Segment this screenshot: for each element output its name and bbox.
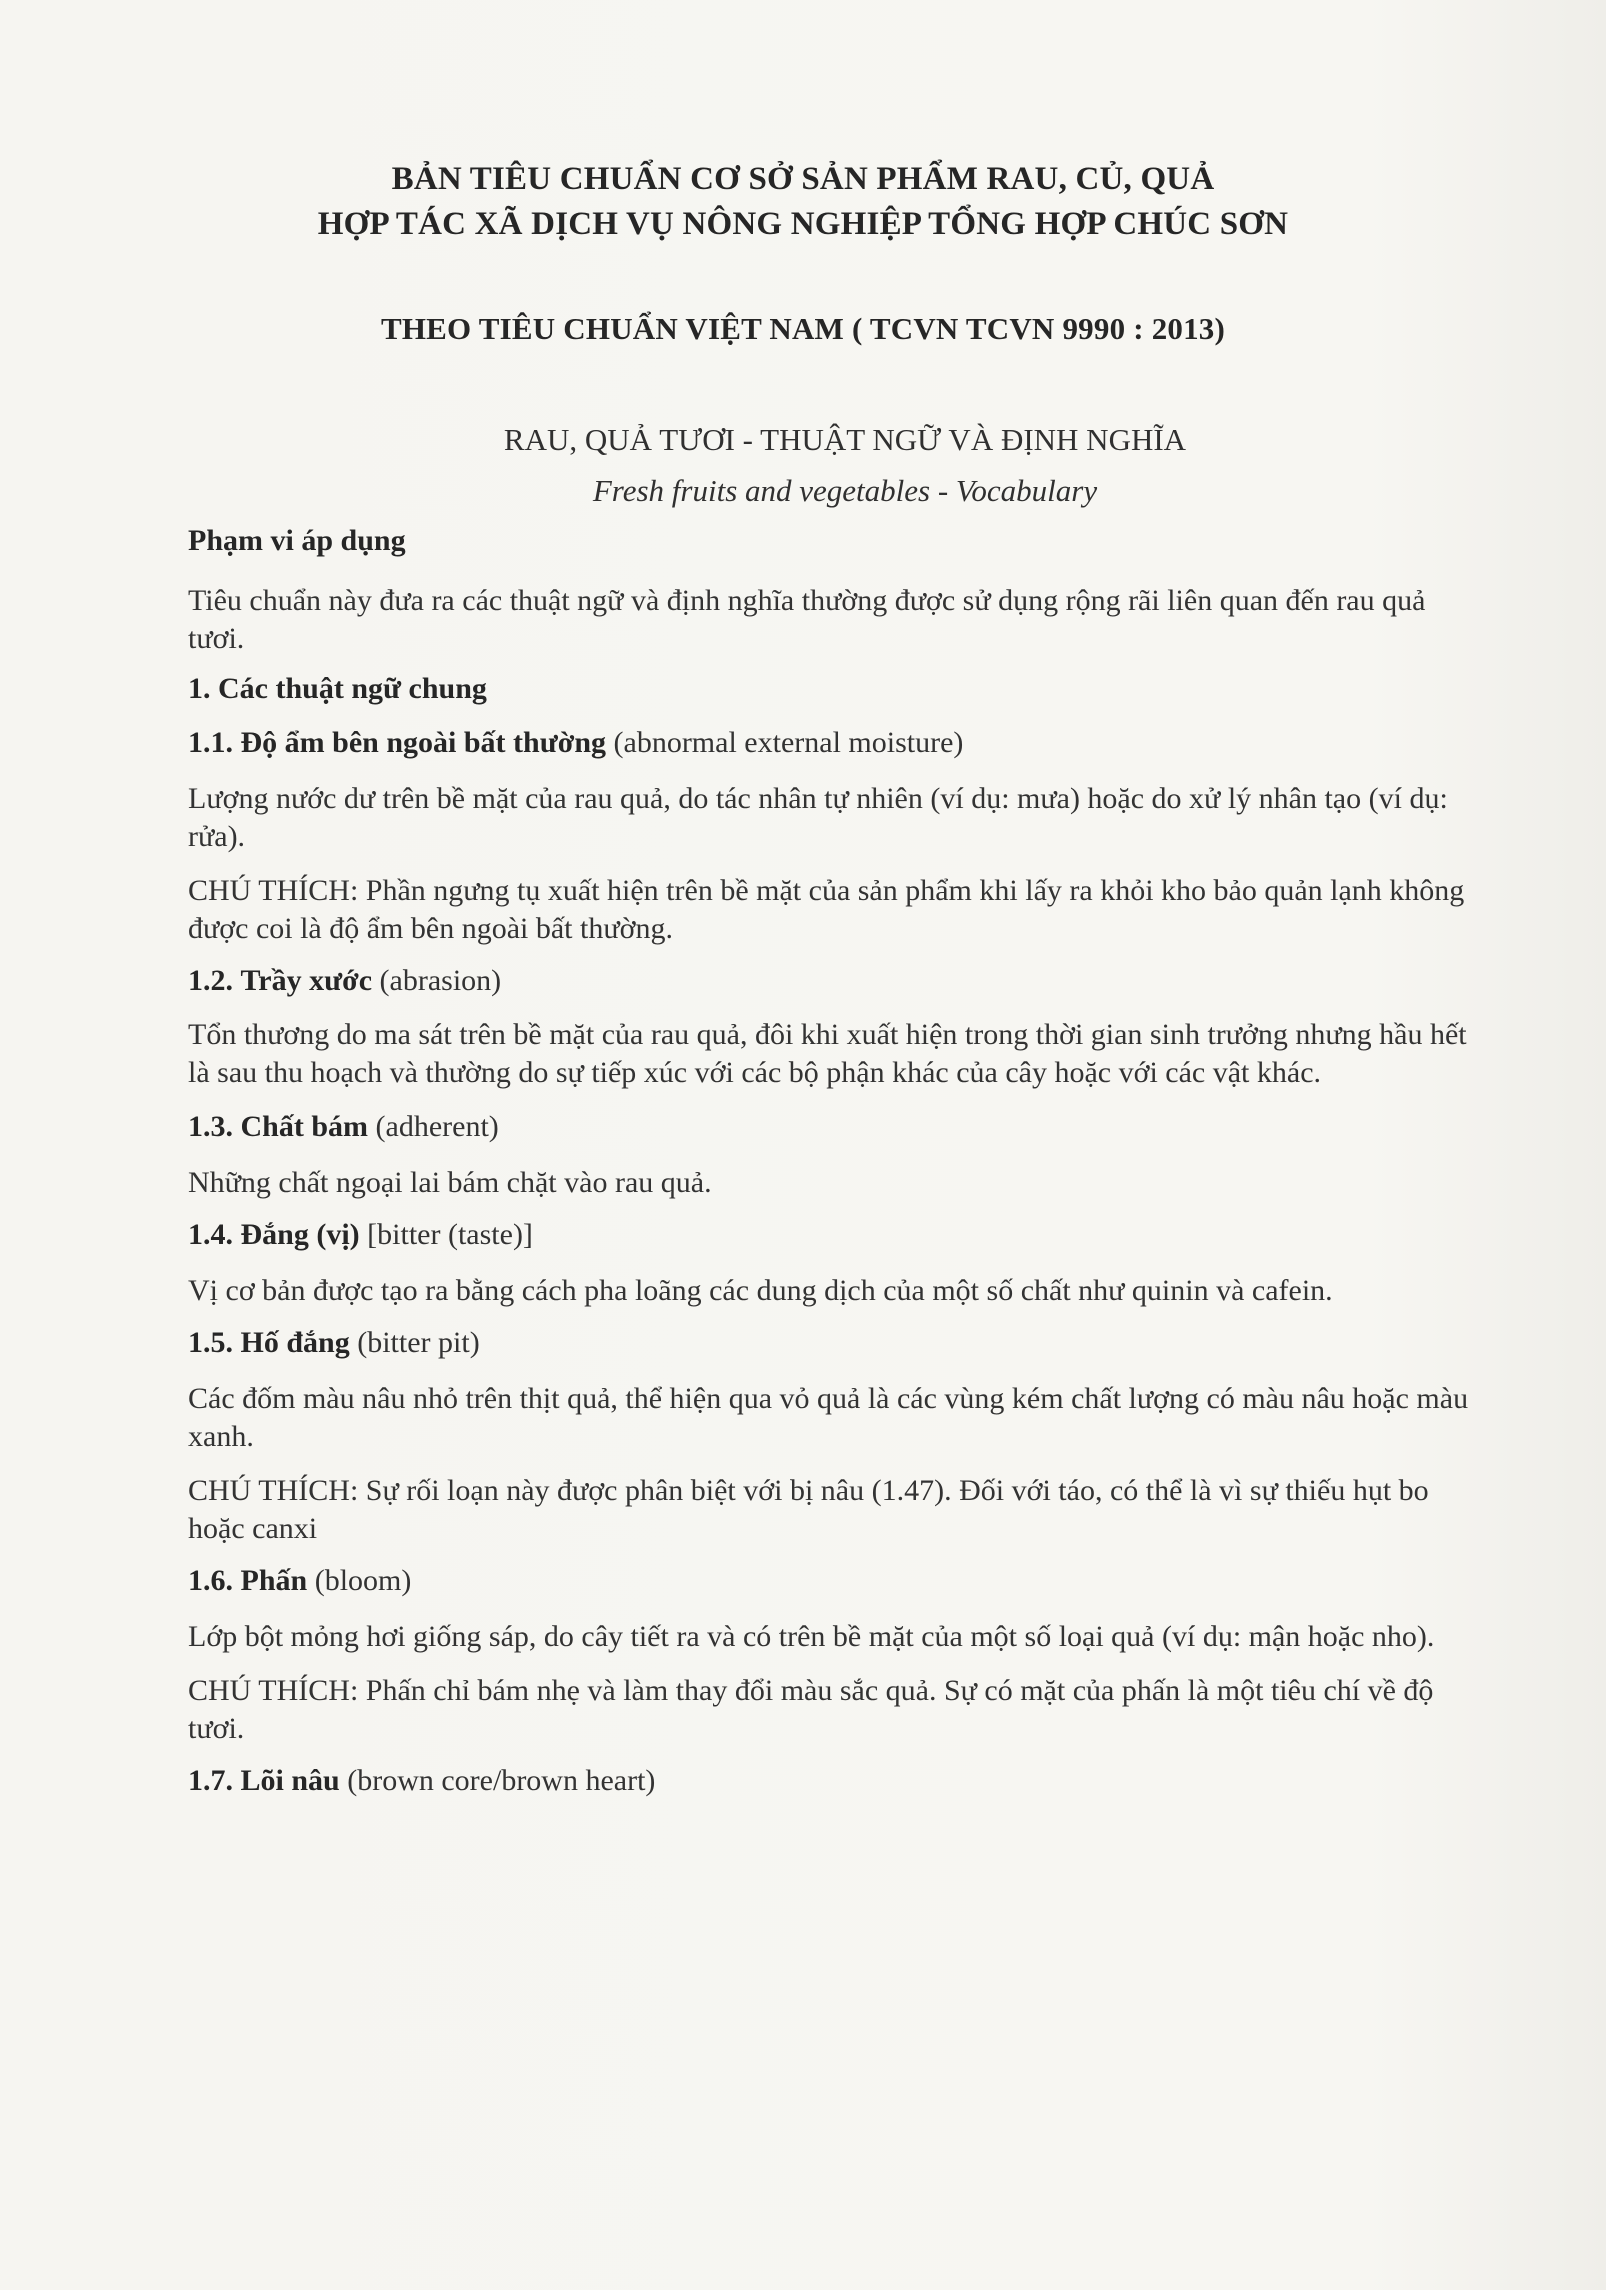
term-number: 1.6. (188, 1564, 233, 1597)
term-number: 1.5. (188, 1326, 233, 1359)
term-heading (188, 1326, 1488, 1360)
term-heading (188, 726, 1488, 760)
term-english: (bloom) (314, 1564, 412, 1597)
term-english: [bitter (taste)] (367, 1218, 533, 1251)
vocabulary-title-en: Fresh fruits and vegetables - Vocabulary (592, 473, 1098, 508)
term-note: CHÚ THÍCH: Phần ngưng tụ xuất hiện trên bề mặt của sản phẩm khi lấy ra khỏi kho bảo quản lạnh không được coi là độ ẩm bên ngoài bất thường. (188, 874, 1465, 945)
document-title-line-1: BẢN TIÊU CHUẨN CƠ SỞ SẢN PHẨM RAU, CỦ, QUẢ (391, 161, 1215, 197)
term-definition: Vị cơ bản được tạo ra bằng cách pha loãng các dung dịch của một số chất như quinin và cafein. (188, 1274, 1333, 1307)
document-title-line-2: HỢP TÁC XÃ DỊCH VỤ NÔNG NGHIỆP TỔNG HỢP CHÚC SƠN (317, 206, 1289, 242)
term-note: CHÚ THÍCH: Phấn chỉ bám nhẹ và làm thay đổi màu sắc quả. Sự có mặt của phấn là một tiêu chí về độ tươi. (188, 1674, 1434, 1745)
term-definition: Tổn thương do ma sát trên bề mặt của rau quả, đôi khi xuất hiện trong thời gian sinh trưởng nhưng hầu hết là sau thu hoạch và thường do sự tiếp xúc với các bộ phận khác của cây hoặc với các vật khác. (188, 1018, 1467, 1089)
term-definition: Lớp bột mỏng hơi giống sáp, do cây tiết ra và có trên bề mặt của một số loại quả (ví dụ: mận hoặc nho). (188, 1620, 1435, 1653)
term-heading (188, 1564, 1488, 1598)
term-english: (brown core/brown heart) (347, 1764, 656, 1797)
term-definition: Lượng nước dư trên bề mặt của rau quả, do tác nhân tự nhiên (ví dụ: mưa) hoặc do xử lý nhân tạo (ví dụ: rửa). (188, 782, 1448, 853)
term-number: 1.2. (188, 964, 233, 997)
term-heading (188, 1764, 1488, 1798)
document-body (188, 520, 1488, 1798)
term-number: 1.4. (188, 1218, 233, 1251)
term-english: (adherent) (375, 1110, 499, 1143)
standard-reference: THEO TIÊU CHUẨN VIỆT NAM ( TCVN TCVN 9990 : 2013) (380, 311, 1226, 346)
term-english: (abnormal external moisture) (613, 726, 964, 759)
term-heading (188, 1110, 1488, 1144)
scope-heading: Phạm vi áp dụng (188, 524, 406, 557)
term-heading (188, 964, 1488, 998)
term-heading (188, 1218, 1488, 1252)
term-name: Chất bám (240, 1110, 369, 1143)
term-definition: Các đốm màu nâu nhỏ trên thịt quả, thể hiện qua vỏ quả là các vùng kém chất lượng có màu nâu hoặc màu xanh. (188, 1382, 1469, 1453)
term-name: Độ ẩm bên ngoài bất thường (240, 726, 607, 759)
term-number: 1.1. (188, 726, 233, 759)
term-english: (abrasion) (379, 964, 502, 997)
term-number: 1.7. (188, 1764, 233, 1797)
term-name: Trầy xước (240, 964, 373, 997)
term-note: CHÚ THÍCH: Sự rối loạn này được phân biệt với bị nâu (1.47). Đối với táo, có thể là vì sự thiếu hụt bo hoặc canxi (188, 1474, 1429, 1545)
term-name: Lõi nâu (240, 1764, 340, 1797)
scope-text: Tiêu chuẩn này đưa ra các thuật ngữ và định nghĩa thường được sử dụng rộng rãi liên quan đến rau quả tươi. (188, 584, 1426, 655)
section-heading: 1. Các thuật ngữ chung (188, 672, 487, 705)
term-name: Hố đắng (240, 1326, 350, 1359)
term-name: Phấn (240, 1564, 308, 1597)
term-name: Đắng (vị) (240, 1218, 360, 1251)
term-definition: Những chất ngoại lai bám chặt vào rau quả. (188, 1166, 712, 1199)
term-number: 1.3. (188, 1110, 233, 1143)
vocabulary-title-vi: RAU, QUẢ TƯƠI - THUẬT NGỮ VÀ ĐỊNH NGHĨA (503, 422, 1187, 457)
term-english: (bitter pit) (357, 1326, 480, 1359)
